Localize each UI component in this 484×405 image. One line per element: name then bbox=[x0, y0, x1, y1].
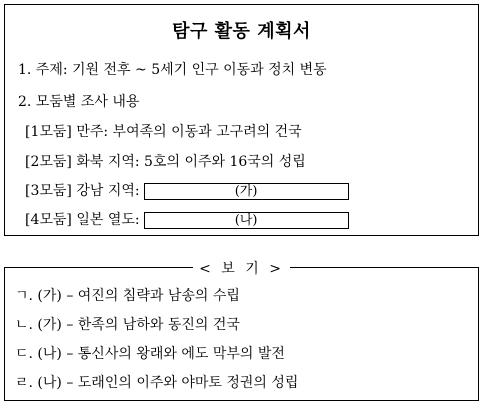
group-3-line bbox=[25, 180, 349, 200]
plan-section-heading: 2. 모둠별 조사 내용 bbox=[18, 94, 140, 110]
group-2-line: [2모둠] 화북 지역: 5호의 이주와 16국의 성립 bbox=[25, 154, 306, 170]
group-4-line bbox=[25, 209, 349, 229]
group-3-label: [3모둠] 강남 지역: bbox=[25, 183, 140, 199]
bogi-header bbox=[5, 258, 478, 278]
option-digeut: ㄷ. (나) – 통신사의 왕래와 에도 막부의 발전 bbox=[15, 346, 285, 362]
group-1-line: [1모둠] 만주: 부여족의 이동과 고구려의 건국 bbox=[25, 124, 302, 140]
option-giyeok: ㄱ. (가) – 여진의 침략과 남송의 수립 bbox=[15, 288, 240, 304]
bogi-header-text: < 보 기 > bbox=[193, 261, 290, 277]
option-nieun: ㄴ. (가) – 한족의 남하와 동진의 건국 bbox=[15, 317, 240, 333]
activity-plan-box bbox=[4, 4, 479, 236]
blank-ga: (가) bbox=[144, 183, 349, 200]
bogi-box bbox=[4, 261, 479, 401]
blank-na: (나) bbox=[144, 212, 349, 229]
plan-topic: 1. 주제: 기원 전후 ~ 5세기 인구 이동과 정치 변동 bbox=[18, 62, 327, 78]
group-4-label: [4모둠] 일본 열도: bbox=[25, 212, 140, 228]
option-rieul: ㄹ. (나) – 도래인의 이주와 야마토 정권의 성립 bbox=[15, 375, 299, 391]
plan-title: 탐구 활동 계획서 bbox=[172, 21, 311, 42]
